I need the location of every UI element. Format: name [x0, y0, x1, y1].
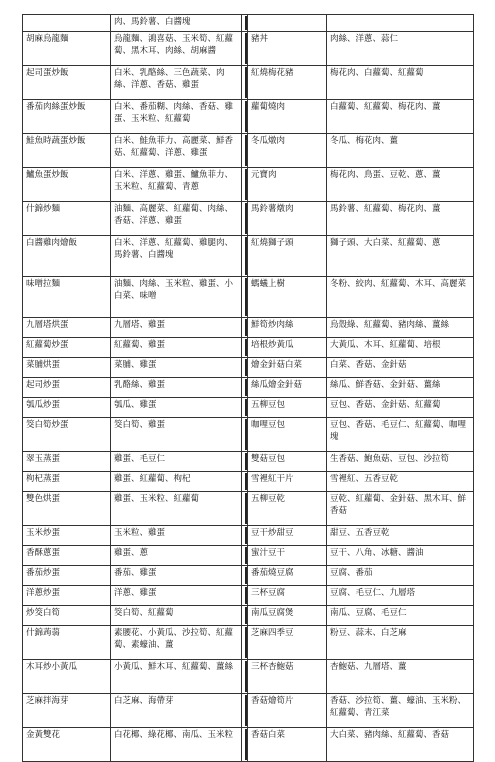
table-row — [23, 418, 474, 452]
ingredients-cell: 白米、洋蔥、紅蘿蔔、雞腿肉、馬鈴薯、白醬塊 — [111, 236, 242, 277]
ingredients-cell: 豆腐、番茄 — [327, 566, 474, 586]
dish-name-cell: 洋蔥炒蛋 — [23, 586, 111, 606]
dish-name-cell: 絲瓜燴金針菇 — [248, 378, 327, 398]
dish-name-cell: 蜜汁豆干 — [248, 546, 327, 566]
dish-name-cell: 香菇白菜 — [248, 728, 327, 762]
dish-name-cell: 紅燒獅子頭 — [248, 236, 327, 277]
dish-name-cell: 三杯杏鮑菇 — [248, 660, 327, 694]
ingredients-cell: 白菜、香菇、金針菇 — [327, 358, 474, 378]
dish-name-cell: 番茄肉絲蛋炒飯 — [23, 100, 111, 134]
dish-name-cell — [23, 15, 111, 32]
ingredients-cell: 馬鈴薯、紅蘿蔔、梅花肉、薑 — [327, 202, 474, 236]
table-row — [23, 378, 474, 398]
dish-name-cell: 鮮筍炒肉絲 — [248, 318, 327, 338]
ingredients-cell: 香菇、沙拉筍、薑、蠔油、玉米粉、紅蘿蔔、青江菜 — [327, 694, 474, 728]
ingredients-cell: 白米、洋蔥、雞蛋、鱸魚菲力、玉米粒、紅蘿蔔、青蔥 — [111, 168, 242, 202]
ingredients-cell: 肉、馬鈴薯、白醬塊 — [111, 15, 242, 32]
ingredients-cell: 大白菜、豬肉絲、紅蘿蔔、香菇 — [327, 728, 474, 762]
dish-name-cell: 元寶肉 — [248, 168, 327, 202]
dish-name-cell: 鱸魚蛋炒飯 — [23, 168, 111, 202]
dish-name-cell: 培根炒黃瓜 — [248, 338, 327, 358]
table-row — [23, 202, 474, 236]
dish-name-cell: 五柳豆乾 — [248, 492, 327, 526]
dish-name-cell: 雪裡紅干片 — [248, 472, 327, 492]
table-row — [23, 472, 474, 492]
dish-name-cell: 豬丼 — [248, 32, 327, 66]
ingredients-cell: 南瓜、豆腐、毛豆仁 — [327, 606, 474, 626]
table-row — [23, 277, 474, 318]
dish-name-cell: 木耳炒小黃瓜 — [23, 660, 111, 694]
table-row — [23, 358, 474, 378]
dish-name-cell: 蘿蔔燒肉 — [248, 100, 327, 134]
dish-name-cell: 五柳豆包 — [248, 398, 327, 418]
table-row — [23, 694, 474, 728]
ingredients-cell: 烏龍麵、鴻喜菇、玉米筍、紅蘿蔔、黑木耳、肉絲、胡麻醬 — [111, 32, 242, 66]
table-row — [23, 660, 474, 694]
table-row — [23, 66, 474, 100]
ingredients-cell: 九層塔、雞蛋 — [111, 318, 242, 338]
ingredients-cell: 甜豆、五香豆乾 — [327, 526, 474, 546]
ingredients-cell: 瓠瓜、雞蛋 — [111, 398, 242, 418]
dish-name-cell: 香酥蔥蛋 — [23, 546, 111, 566]
ingredients-cell: 雞蛋、玉米粒、紅蘿蔔 — [111, 492, 242, 526]
dish-name-cell: 番茄炒蛋 — [23, 566, 111, 586]
ingredients-cell: 豆干、八角、冰糖、醬油 — [327, 546, 474, 566]
ingredients-cell: 油麵、肉絲、玉米粒、雞蛋、小白菜、味噌 — [111, 277, 242, 318]
table-row — [23, 134, 474, 168]
dish-name-cell: 番茄燒豆腐 — [248, 566, 327, 586]
dish-name-cell: 芝麻四季豆 — [248, 626, 327, 660]
table-row — [23, 398, 474, 418]
ingredients-cell: 雞蛋、紅蘿蔔、枸杞 — [111, 472, 242, 492]
table-row — [23, 338, 474, 358]
ingredients-cell: 雞蛋、蔥 — [111, 546, 242, 566]
dish-name-cell: 紅蘿蔔炒蛋 — [23, 338, 111, 358]
ingredients-cell: 粉豆、蒜末、白芝麻 — [327, 626, 474, 660]
dish-name-cell: 玉米炒蛋 — [23, 526, 111, 546]
ingredients-cell: 杏鮑菇、九層塔、薑 — [327, 660, 474, 694]
dish-name-cell: 什錦炒麵 — [23, 202, 111, 236]
ingredients-cell: 筊白筍、雞蛋 — [111, 418, 242, 452]
table-row — [23, 606, 474, 626]
ingredients-cell — [327, 15, 474, 32]
ingredients-cell: 番茄、雞蛋 — [111, 566, 242, 586]
dish-name-cell: 金黃雙花 — [23, 728, 111, 762]
ingredients-cell: 白蘿蔔、紅蘿蔔、梅花肉、薑 — [327, 100, 474, 134]
ingredients-cell: 素腰花、小黃瓜、沙拉筍、紅蘿蔔、素蠔油、薑 — [111, 626, 242, 660]
table-row — [23, 586, 474, 606]
dish-name-cell: 菜脯烘蛋 — [23, 358, 111, 378]
dish-name-cell: 什錦蒟蒻 — [23, 626, 111, 660]
dish-name-cell: 南瓜豆腐煲 — [248, 606, 327, 626]
dish-name-cell: 翠玉蒸蛋 — [23, 452, 111, 472]
table-row — [23, 168, 474, 202]
dish-name-cell: 芝麻拌海芽 — [23, 694, 111, 728]
dish-name-cell: 雙菇豆包 — [248, 452, 327, 472]
table-row — [23, 318, 474, 338]
ingredients-cell: 梅花肉、鳥蛋、豆乾、蔥、薑 — [327, 168, 474, 202]
ingredients-cell: 白米、乳酪絲、三色蔬菜、肉絲、洋蔥、香菇、雞蛋 — [111, 66, 242, 100]
table-row — [23, 15, 474, 32]
table-row — [23, 452, 474, 472]
ingredients-cell: 雪裡紅、五香豆乾 — [327, 472, 474, 492]
table-row — [23, 100, 474, 134]
dish-name-cell: 枸杞蒸蛋 — [23, 472, 111, 492]
dish-name-cell: 香菇燴筍片 — [248, 694, 327, 728]
ingredients-cell: 獅子頭、大白菜、紅蘿蔔、蔥 — [327, 236, 474, 277]
ingredients-cell: 冬粉、絞肉、紅蘿蔔、木耳、高麗菜 — [327, 277, 474, 318]
menu-table-body — [23, 15, 474, 762]
ingredients-cell: 小黃瓜、鮮木耳、紅蘿蔔、薑絲 — [111, 660, 242, 694]
dish-name-cell: 咖哩豆包 — [248, 418, 327, 452]
ingredients-cell: 豆腐、毛豆仁、九層塔 — [327, 586, 474, 606]
dish-name-cell: 瓠瓜炒蛋 — [23, 398, 111, 418]
dish-name-cell: 白醬雞肉燴飯 — [23, 236, 111, 277]
ingredients-cell: 烏殼綠、紅蘿蔔、豬肉絲、薑絲 — [327, 318, 474, 338]
table-row — [23, 32, 474, 66]
dish-name-cell: 九層塔烘蛋 — [23, 318, 111, 338]
table-row — [23, 492, 474, 526]
dish-name-cell: 味噌拉麵 — [23, 277, 111, 318]
dish-name-cell: 豆干炒甜豆 — [248, 526, 327, 546]
ingredients-cell: 梅花肉、白蘿蔔、紅蘿蔔 — [327, 66, 474, 100]
ingredients-cell: 乳酪絲、雞蛋 — [111, 378, 242, 398]
menu-ingredients-table — [22, 14, 474, 762]
ingredients-cell: 絲瓜、鮮香菇、金針菇、薑絲 — [327, 378, 474, 398]
dish-name-cell: 起司炒蛋 — [23, 378, 111, 398]
ingredients-cell: 白芝麻、海帶芽 — [111, 694, 242, 728]
ingredients-cell: 豆包、香菇、毛豆仁、紅蘿蔔、咖哩塊 — [327, 418, 474, 452]
ingredients-cell: 油麵、高麗菜、紅蘿蔔、肉絲、香菇、洋蔥、雞蛋 — [111, 202, 242, 236]
dish-name-cell: 冬瓜燉肉 — [248, 134, 327, 168]
dish-name-cell: 雙色烘蛋 — [23, 492, 111, 526]
dish-name-cell: 燴金針菇白菜 — [248, 358, 327, 378]
dish-name-cell: 三杯豆腐 — [248, 586, 327, 606]
table-row — [23, 728, 474, 762]
dish-name-cell: 胡麻烏龍麵 — [23, 32, 111, 66]
dish-name-cell: 鮭魚時蔬蛋炒飯 — [23, 134, 111, 168]
dish-name-cell — [248, 15, 327, 32]
table-row — [23, 236, 474, 277]
table-row — [23, 546, 474, 566]
ingredients-cell: 冬瓜、梅花肉、薑 — [327, 134, 474, 168]
table-row — [23, 526, 474, 546]
dish-name-cell: 起司蛋炒飯 — [23, 66, 111, 100]
dish-name-cell: 紅燒梅花豬 — [248, 66, 327, 100]
ingredients-cell: 雞蛋、毛豆仁 — [111, 452, 242, 472]
table-row — [23, 566, 474, 586]
dish-name-cell: 炒筊白筍 — [23, 606, 111, 626]
ingredients-cell: 紅蘿蔔、雞蛋 — [111, 338, 242, 358]
ingredients-cell: 白花椰、綠花椰、南瓜、玉米粒 — [111, 728, 242, 762]
ingredients-cell: 洋蔥、雞蛋 — [111, 586, 242, 606]
dish-name-cell: 筊白筍炒蛋 — [23, 418, 111, 452]
ingredients-cell: 筊白筍、紅蘿蔔 — [111, 606, 242, 626]
ingredients-cell: 豆乾、紅蘿蔔、金針菇、黑木耳、鮮香菇 — [327, 492, 474, 526]
ingredients-cell: 生香菇、鮑魚菇、豆包、沙拉筍 — [327, 452, 474, 472]
ingredients-cell: 白米、番茄糊、肉絲、香菇、雞蛋、玉米粒、紅蘿蔔 — [111, 100, 242, 134]
table-row — [23, 626, 474, 660]
ingredients-cell: 白米、鮭魚菲力、高麗菜、鮮香菇、紅蘿蔔、洋蔥、雞蛋 — [111, 134, 242, 168]
ingredients-cell: 豆包、香菇、金針菇、紅蘿蔔 — [327, 398, 474, 418]
dish-name-cell: 馬鈴薯燉肉 — [248, 202, 327, 236]
ingredients-cell: 玉米粒、雞蛋 — [111, 526, 242, 546]
ingredients-cell: 菜脯、雞蛋 — [111, 358, 242, 378]
dish-name-cell: 螞蟻上樹 — [248, 277, 327, 318]
ingredients-cell: 肉絲、洋蔥、蒜仁 — [327, 32, 474, 66]
ingredients-cell: 大黃瓜、木耳、紅蘿蔔、培根 — [327, 338, 474, 358]
